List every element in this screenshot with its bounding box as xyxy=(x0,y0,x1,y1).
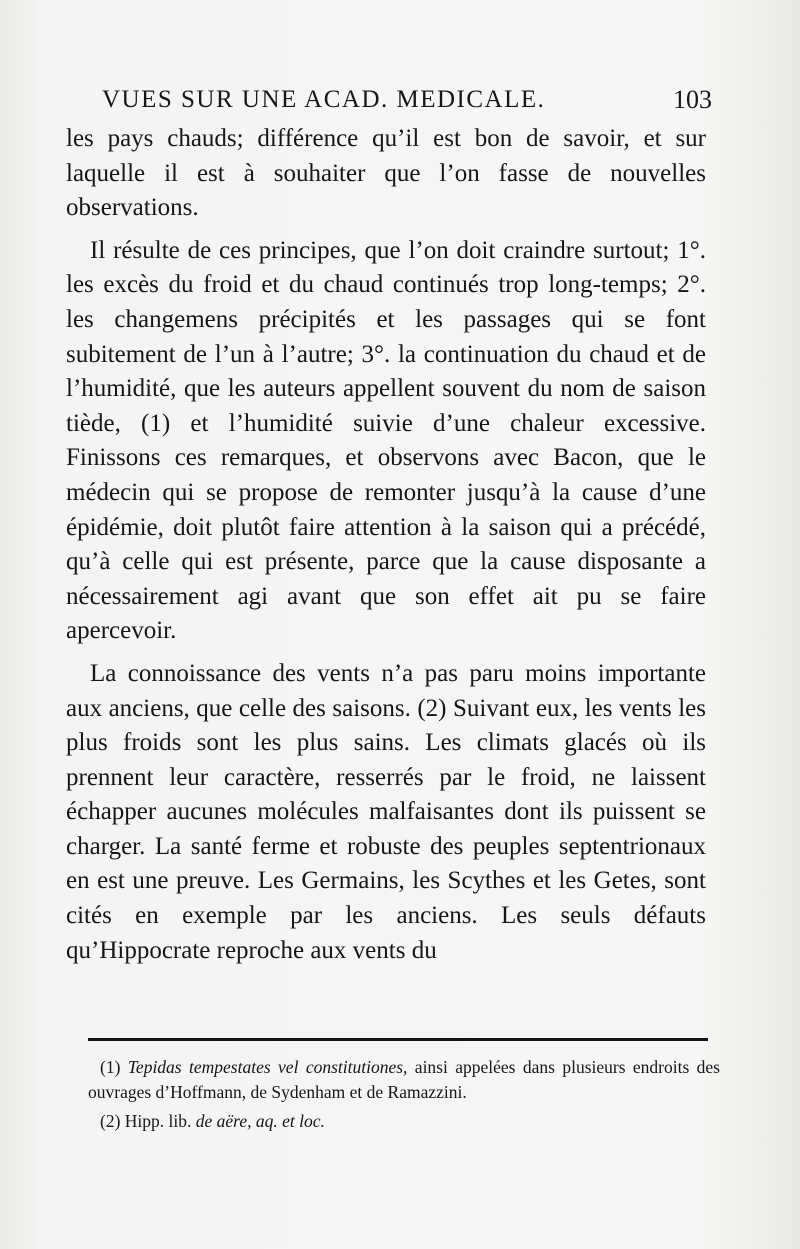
running-header xyxy=(102,80,712,120)
footnote-1-text: ainsi appelées dans plusieurs endroits des ouvrages d’Hoffmann, de Sydenham et de Ramazzini. xyxy=(88,1057,720,1102)
footnote-rule xyxy=(88,1038,708,1041)
footnote-1-latin: Tepidas tempestates vel constitutiones, xyxy=(127,1057,408,1077)
paragraph-principles: Il résulte de ces principes, que l’on doit craindre surtout; 1°. les excès du froid et du chaud continués trop long-temps; 2°. les changemens précipités et les passages qui se font subitement de l’un à l’autre; 3°. la continuation du chaud et de l’humidité, que les auteurs appellent souvent du nom de saison tiède, (1) et l’humidité suivie d’une chaleur excessive. Finissons ces remarques, et observons avec Bacon, que le médecin qui se propose de remonter jusqu’à la cause d’une épidémie, doit plutôt faire attention à la saison qui a précédé, qu’à celle qui est présente, parce que la cause disposante a nécessairement agi avant que son effet ait pu se faire apercevoir. xyxy=(66,236,706,645)
running-title: VUES SUR UNE ACAD. MEDICALE. xyxy=(102,86,546,113)
footnote-2-ref: Hipp. lib. xyxy=(124,1111,192,1131)
paragraph-winds: La connoissance des vents n’a pas paru moins importante aux anciens, que celle des saisons. (2) Suivant eux, les vents les plus froids sont les plus sains. Les climats glacés où ils prennent leur caractère, resserrés par le froid, ne laissent échapper aucunes molécules malfaisantes dont ils puissent se charger. La santé ferme et robuste des peuples septentrionaux en est une preuve. Les Germains, les Scythes et les Getes, sont cités en exemple par les anciens. Les seuls défauts qu’Hippocrate reproche aux vents du xyxy=(66,659,706,964)
footnote-1-mark: (1) xyxy=(100,1057,121,1077)
footnote-2-title: de aëre, aq. et loc. xyxy=(195,1111,325,1131)
page-number: 103 xyxy=(673,85,712,114)
footnote-1 xyxy=(88,1055,720,1105)
footnote-2 xyxy=(88,1109,720,1134)
main-text xyxy=(66,122,706,968)
footnotes xyxy=(88,1055,720,1134)
paragraph-continuation: les pays chauds; différence qu’il est bon de savoir, et sur laquelle il est à souhaiter que l’on fasse de nouvelles observations. xyxy=(66,125,706,222)
footnote-2-mark: (2) xyxy=(100,1111,121,1131)
